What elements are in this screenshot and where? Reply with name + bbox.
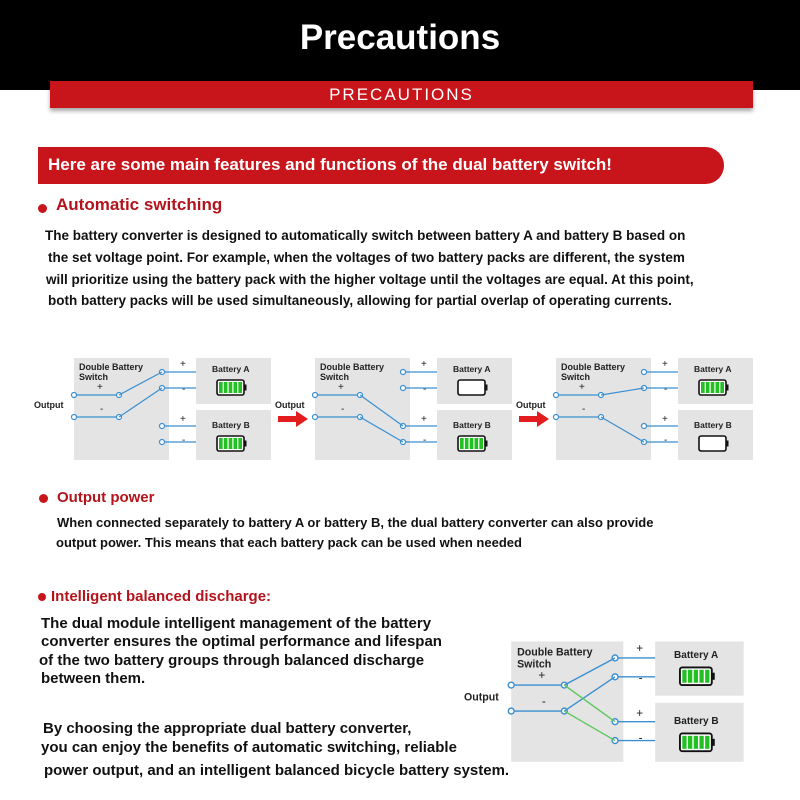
battery-cell	[470, 438, 474, 449]
battery-cell	[682, 736, 686, 749]
arrow-shaft	[278, 416, 296, 422]
battery-terminal	[726, 441, 729, 447]
terminal-node	[313, 415, 318, 420]
battery-a-label: Battery A	[212, 364, 250, 374]
minus-sign: -	[664, 435, 668, 446]
terminal-node	[160, 424, 165, 429]
output-label: Output	[275, 400, 305, 410]
output-label: Output	[516, 400, 546, 410]
battery-switch-unit	[34, 358, 271, 460]
battery-cell	[219, 382, 223, 393]
battery-cell	[711, 382, 715, 393]
section-text-line: By choosing the appropriate dual battery converter,	[43, 720, 412, 737]
section-heading-balanced-discharge: Intelligent balanced discharge:	[51, 588, 272, 605]
output-label: Output	[464, 691, 499, 704]
battery-cell	[694, 736, 698, 749]
battery-cell	[688, 736, 692, 749]
battery-switch-unit	[464, 641, 744, 762]
battery-cell	[705, 736, 709, 749]
battery-b-panel	[437, 410, 512, 460]
battery-b-label: Battery B	[674, 716, 719, 728]
section-text-line: you can enjoy the benefits of automatic switching, reliable	[41, 739, 457, 756]
section-text-line: The dual module intelligent management of the battery	[41, 615, 432, 632]
output-label: Output	[34, 400, 64, 410]
plus-sign: +	[421, 359, 427, 370]
plus-sign: +	[338, 382, 344, 393]
plus-sign: +	[636, 641, 644, 656]
battery-cell	[465, 438, 469, 449]
battery-terminal	[244, 385, 247, 391]
switch-label: Switch	[517, 658, 552, 671]
section-text-line: output power. This means that each battery pack can be used when needed	[56, 535, 522, 550]
section-text-line: converter ensures the optimal performance and lifespan	[41, 633, 442, 650]
battery-b-icon	[699, 436, 726, 451]
arrow-shaft	[519, 416, 537, 422]
minus-sign: -	[582, 404, 586, 415]
plus-sign: +	[662, 414, 668, 425]
battery-b-panel	[678, 410, 753, 460]
section-text-line: both battery packs will be used simultaneously, allowing for partial overlap of operating currents.	[48, 293, 672, 308]
subtitle-banner	[50, 81, 753, 108]
section-heading-output-power: Output power	[57, 489, 155, 506]
red-arrow-icon	[278, 411, 308, 427]
minus-sign: -	[638, 730, 643, 745]
battery-terminal	[485, 385, 488, 391]
feature-banner	[38, 147, 724, 184]
battery-cell	[229, 382, 233, 393]
section-text-line: between them.	[41, 670, 146, 687]
switch-label: Double Battery	[320, 362, 385, 372]
battery-cell	[460, 438, 464, 449]
battery-cell	[716, 382, 720, 393]
battery-cell	[234, 382, 238, 393]
terminal-node	[554, 415, 559, 420]
arrow-head	[296, 411, 308, 427]
terminal-node	[554, 393, 559, 398]
terminal-node	[401, 386, 406, 391]
plus-sign: +	[180, 414, 186, 425]
terminal-node	[508, 708, 514, 714]
battery-b-label: Battery B	[694, 420, 732, 430]
bullet-icon	[38, 593, 46, 601]
battery-cell	[224, 438, 228, 449]
battery-terminal	[712, 673, 715, 680]
battery-terminal	[726, 385, 729, 391]
battery-b-panel	[655, 703, 744, 762]
page-title: Precautions	[299, 18, 501, 57]
battery-terminal	[244, 441, 247, 447]
terminal-node	[612, 655, 618, 661]
battery-b-label: Battery B	[212, 420, 250, 430]
terminal-node	[401, 370, 406, 375]
battery-a-label: Battery A	[453, 364, 491, 374]
battery-cell	[699, 670, 703, 683]
section-text-line: When connected separately to battery A or battery B, the dual battery converter can also provide	[57, 515, 654, 530]
terminal-node	[508, 682, 514, 688]
terminal-node	[72, 393, 77, 398]
plus-sign: +	[538, 668, 546, 683]
bullet-icon	[38, 204, 47, 213]
plus-sign: +	[97, 382, 103, 393]
plus-sign: +	[662, 359, 668, 370]
battery-switch-unit	[275, 358, 512, 460]
switch-label: Switch	[79, 372, 109, 382]
plus-sign: +	[180, 359, 186, 370]
minus-sign: -	[100, 404, 104, 415]
terminal-node	[642, 424, 647, 429]
switch-label: Switch	[320, 372, 350, 382]
battery-cell	[706, 382, 710, 393]
battery-cell	[234, 438, 238, 449]
subtitle-text: PRECAUTIONS	[329, 85, 474, 104]
battery-b-label: Battery B	[453, 420, 491, 430]
minus-sign: -	[182, 384, 186, 395]
battery-a-label: Battery A	[674, 649, 719, 661]
minus-sign: -	[423, 435, 427, 446]
battery-cell	[701, 382, 705, 393]
battery-cell	[229, 438, 233, 449]
plus-sign: +	[636, 705, 644, 720]
section-text-line: The battery converter is designed to automatically switch between battery A and battery B based on	[45, 228, 686, 243]
battery-terminal	[712, 739, 715, 746]
battery-b-panel	[196, 410, 271, 460]
battery-cell	[238, 382, 242, 393]
terminal-node	[160, 440, 165, 445]
arrow-head	[537, 411, 549, 427]
section-text-line: the set voltage point. For example, when the voltages of two battery packs are different, the system	[48, 250, 685, 265]
battery-cell	[475, 438, 479, 449]
switching-diagram-row	[0, 350, 800, 470]
red-arrow-icon	[519, 411, 549, 427]
terminal-node	[612, 738, 618, 744]
balanced-discharge-diagram	[460, 632, 760, 762]
terminal-node	[642, 370, 647, 375]
minus-sign: -	[341, 404, 345, 415]
battery-cell	[694, 670, 698, 683]
switch-label: Switch	[561, 372, 591, 382]
battery-cell	[699, 736, 703, 749]
battery-cell	[720, 382, 724, 393]
minus-sign: -	[638, 670, 643, 685]
section-text-line: power output, and an intelligent balanced bicycle battery system.	[44, 762, 510, 779]
minus-sign: -	[423, 384, 427, 395]
plus-sign: +	[421, 414, 427, 425]
minus-sign: -	[664, 384, 668, 395]
battery-cell	[479, 438, 483, 449]
battery-a-icon	[458, 380, 485, 395]
battery-cell	[682, 670, 686, 683]
battery-cell	[219, 438, 223, 449]
minus-sign: -	[182, 435, 186, 446]
switch-label: Double Battery	[517, 646, 593, 659]
plus-sign: +	[579, 382, 585, 393]
switch-label: Double Battery	[79, 362, 144, 372]
battery-switch-unit	[516, 358, 753, 460]
terminal-node	[72, 415, 77, 420]
battery-cell	[705, 670, 709, 683]
feature-banner-text: Here are some main features and functions of the dual battery switch!	[48, 155, 612, 174]
bullet-icon	[39, 494, 48, 503]
section-text-line: of the two battery groups through balanced discharge	[39, 652, 425, 669]
minus-sign: -	[541, 694, 546, 709]
switch-label: Double Battery	[561, 362, 626, 372]
battery-terminal	[485, 441, 488, 447]
battery-a-label: Battery A	[694, 364, 732, 374]
battery-cell	[238, 438, 242, 449]
battery-cell	[224, 382, 228, 393]
section-heading-automatic-switching: Automatic switching	[56, 195, 223, 214]
section-text-line: will prioritize using the battery pack with the higher voltage until the voltages are equal. At this point,	[46, 272, 694, 287]
battery-cell	[688, 670, 692, 683]
terminal-node	[313, 393, 318, 398]
